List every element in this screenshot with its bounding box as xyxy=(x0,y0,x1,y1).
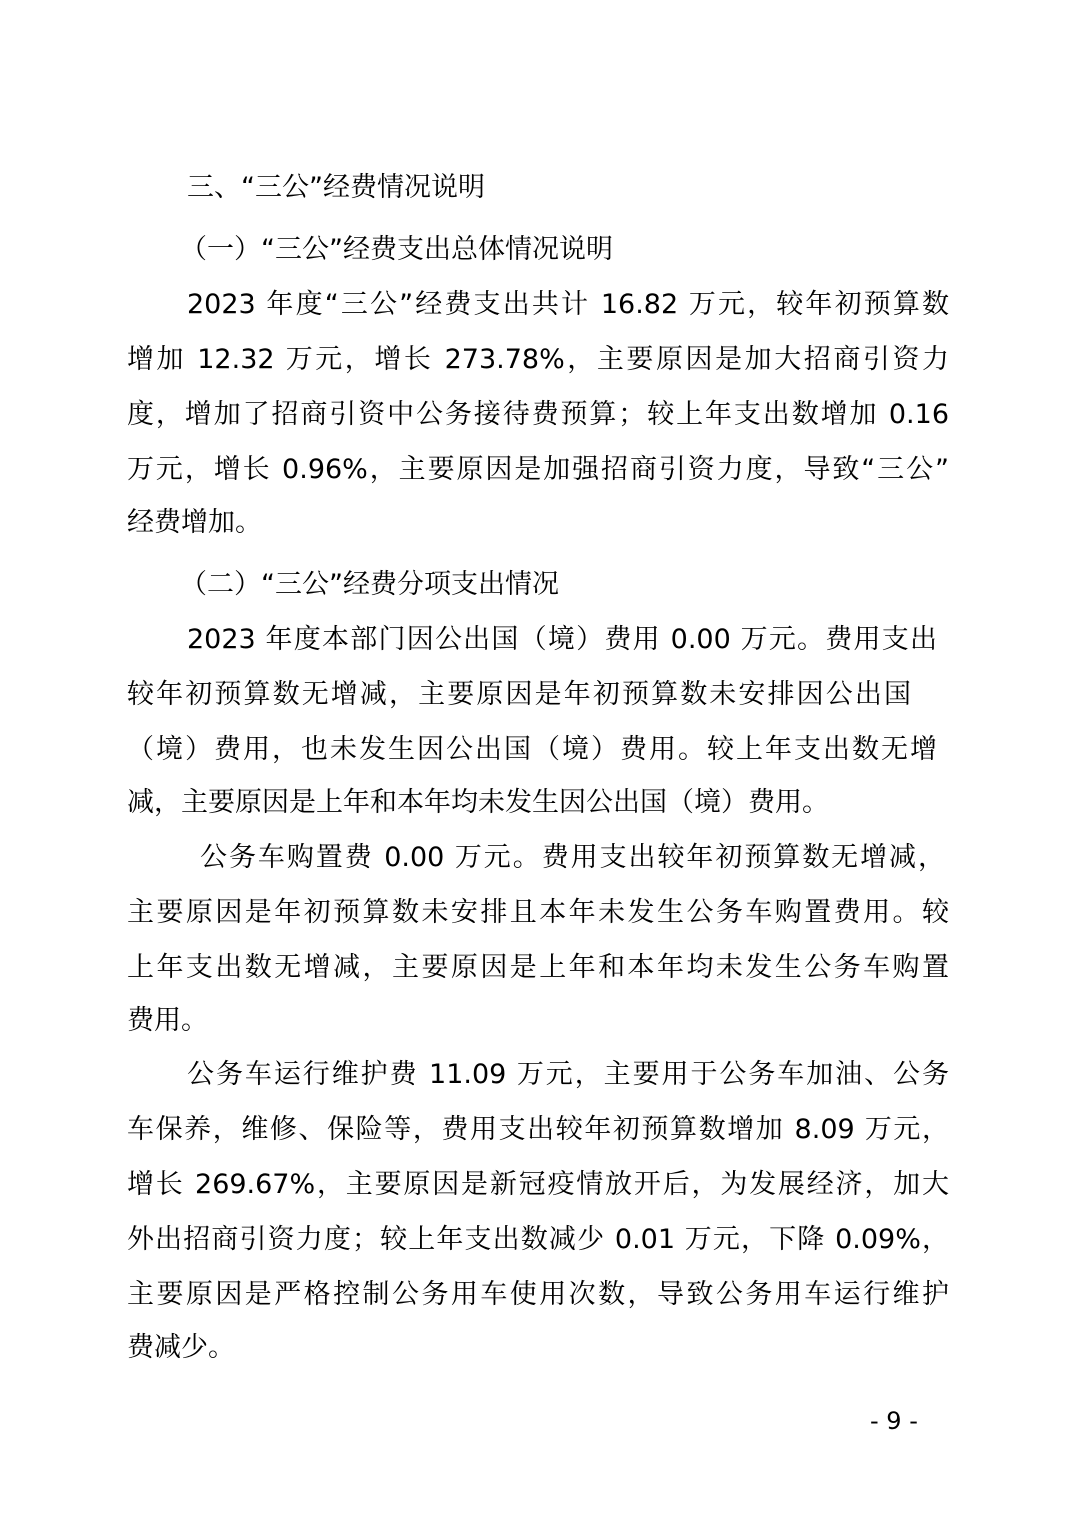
subsection-title-itemized: （二）“三公”经费分项支出情况 xyxy=(180,569,559,600)
paragraph-line xyxy=(0,675,1075,715)
paragraph-line xyxy=(0,450,1075,490)
paragraph-text: 车保养，维修、保险等，费用支出较年初预算数增加 8.09 万元， xyxy=(127,1114,949,1145)
paragraph-line xyxy=(0,1220,1075,1260)
paragraph-text: 外出招商引资力度；较上年支出数减少 0.01 万元，下降 0.09%， xyxy=(127,1224,949,1255)
paragraph-text: 较年初预算数无增减，主要原因是年初预算数未安排因公出国 xyxy=(127,679,911,710)
paragraph-text: 公务车运行维护费 11.09 万元，主要用于公务车加油、公务 xyxy=(187,1059,949,1090)
paragraph-line: 费减少。 xyxy=(127,1332,235,1363)
paragraph-line xyxy=(0,1165,1075,1205)
paragraph-text: 2023 年度本部门因公出国（境）费用 0.00 万元。费用支出 xyxy=(187,624,937,655)
paragraph-line xyxy=(0,730,1075,770)
paragraph-line: 经费增加。 xyxy=(127,507,262,538)
paragraph-text: 主要原因是严格控制公务用车使用次数，导致公务用车运行维护 xyxy=(127,1279,949,1310)
paragraph-text: 公务车购置费 0.00 万元。费用支出较年初预算数无增减， xyxy=(200,842,945,873)
paragraph-line: 减，主要原因是上年和本年均未发生因公出国（境）费用。 xyxy=(127,787,829,818)
paragraph-text: 增长 269.67%，主要原因是新冠疫情放开后，为发展经济，加大 xyxy=(127,1169,949,1200)
paragraph-text: 主要原因是年初预算数未安排且本年未发生公务车购置费用。较 xyxy=(127,897,949,928)
paragraph-line xyxy=(0,1110,1075,1150)
paragraph-line xyxy=(0,395,1075,435)
paragraph-line: 费用。 xyxy=(127,1005,208,1036)
paragraph-line xyxy=(0,893,1075,933)
paragraph-text: 上年支出数无增减，主要原因是上年和本年均未发生公务车购置 xyxy=(127,952,949,983)
paragraph-line xyxy=(0,340,1075,380)
paragraph-line xyxy=(0,948,1075,988)
paragraph-line xyxy=(0,1055,1075,1095)
paragraph-line xyxy=(0,285,1075,325)
section-title: 三、“三公”经费情况说明 xyxy=(187,172,485,203)
paragraph-text: 万元，增长 0.96%，主要原因是加强招商引资力度，导致“三公” xyxy=(127,454,949,485)
paragraph-line xyxy=(0,620,1075,660)
paragraph-text: 度，增加了招商引资中公务接待费预算；较上年支出数增加 0.16 xyxy=(127,399,949,430)
paragraph-text: 2023 年度“三公”经费支出共计 16.82 万元，较年初预算数 xyxy=(187,289,949,320)
paragraph-line xyxy=(0,838,1075,878)
subsection-title-overall: （一）“三公”经费支出总体情况说明 xyxy=(180,234,613,265)
page-number: - 9 - xyxy=(870,1407,918,1435)
paragraph-line xyxy=(0,1275,1075,1315)
paragraph-text: 增加 12.32 万元，增长 273.78%，主要原因是加大招商引资力 xyxy=(127,344,949,375)
paragraph-text: （境）费用，也未发生因公出国（境）费用。较上年支出数无增 xyxy=(127,734,937,765)
